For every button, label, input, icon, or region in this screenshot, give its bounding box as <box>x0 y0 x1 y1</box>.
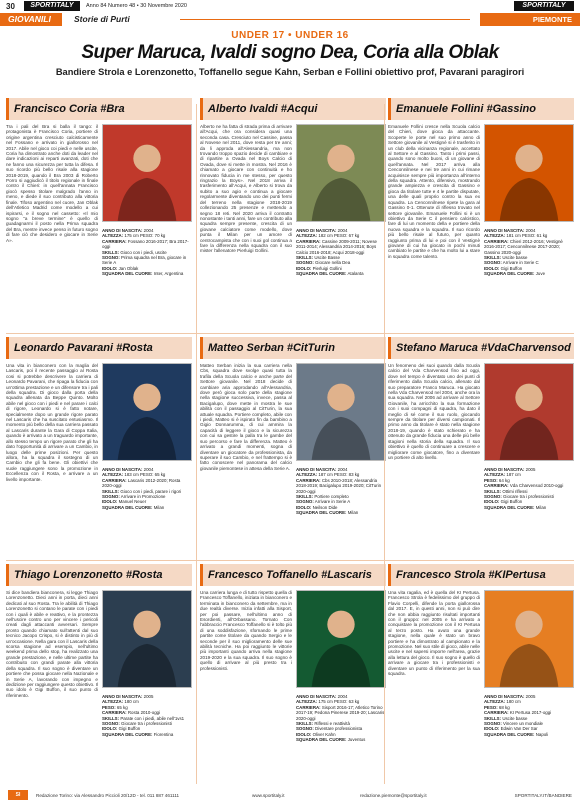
player-info-value: Giocare tra i professionisti <box>121 721 172 727</box>
player-silhouette-icon <box>103 591 191 687</box>
player-info-label: SKILLS: <box>102 488 120 494</box>
player-info-row <box>102 239 192 250</box>
player-info-value: Neilson Dide <box>312 504 338 510</box>
player-info-row <box>102 478 192 489</box>
player-info-label: IDOLO: <box>484 499 500 505</box>
player-info-value: Arrivare in Promozione <box>120 494 166 500</box>
player-card-title: Leonardo Pavarani #Rosta <box>6 337 192 359</box>
player-info-value: 187 cm <box>506 472 521 478</box>
player-info-value: 2005 <box>143 694 154 699</box>
player-info-label: ALTEZZA: <box>484 699 506 705</box>
player-info-row <box>484 505 574 510</box>
player-info-value: 175 cm PESO: 63 kg <box>318 699 360 705</box>
section-divider <box>180 19 470 20</box>
player-info-label: IDOLO: <box>484 726 500 732</box>
player-info-value: Fossano 2016-2017; Bra 2017-oggi <box>102 238 189 250</box>
player-card-title: Stefano Maruca #VdaCharvensod <box>388 337 574 359</box>
player-info-value: 182 cm PESO: 67 kg <box>318 233 360 239</box>
player-info-row <box>296 737 386 742</box>
player-info-label: ALTEZZA: <box>484 233 506 239</box>
player-info-label: SKILLS: <box>102 249 120 255</box>
player-info-label: IDOLO: <box>296 265 312 271</box>
player-info-value: 2004 <box>525 228 536 233</box>
player-info-value: Juve <box>535 271 546 277</box>
player-info-label: CARRIERA: <box>296 238 321 244</box>
player-info-value: Arrivare in Serie A <box>314 499 351 505</box>
player-photo <box>296 590 386 688</box>
player-info-value: Sisport 2016-17; Atletico Torino 2017-19; Pedona Pinerese 2019-20; Lascaris 2020-oggi <box>296 704 385 721</box>
footer-email-link[interactable]: redazione.piemonte@sportitaly.it <box>360 793 427 798</box>
player-info-box <box>296 228 386 277</box>
player-photo <box>102 124 192 222</box>
row-divider <box>6 333 574 334</box>
column-divider <box>196 104 197 784</box>
player-info-value: Oliver Kahn <box>312 731 336 737</box>
player-info-box <box>484 228 574 277</box>
player-info-label: CARRIERA: <box>484 238 509 244</box>
player-info-label: SKILLS: <box>296 255 314 261</box>
player-info-row <box>102 732 192 737</box>
player-info-row <box>296 271 386 276</box>
player-info-row <box>102 271 192 276</box>
player-info-label: CARRIERA: <box>296 477 321 483</box>
player-info-row <box>102 505 192 510</box>
player-info-label: SQUADRA DEL CUORE: <box>484 731 535 737</box>
player-card-body: Si dice bandiera bianconera, si legge Thiago Lorenzonetto. Dieci anni in porta, dieci anni dedicati al suo Rosta. Tra le abilità di Thiago Lorenzonetto si contano le parate con i piedi con i quali è abile e reattivo, e la prontezza nell'uscire contro uno per vincere i pericoli creati dagli attaccanti avversari. Sempre pronto quando chiamato sull'attenti dal suo tecnico Jacopo Crispo, si è distinto in più di un'occasione. Nella gara con il Lascaris della scorsa stagione ad esempio, nell'ultimo weekend prima dello stop, ha realizzato una grande prestazione, e nelle ultime partite ha contribuito con grandi parate alla vittoria della squadra. Il suo sogno è diventare un portiere che possa giocare nella Nazionale e in Serie A, lavorando con impegno e dedizione per raggiungere questo obiettivo. Il suo idolo è Gigi Buffon, il suo punto di riferimento. <box>6 590 98 698</box>
player-info-value: 181 cm PESO: 61 kg <box>506 233 548 239</box>
player-info-label: IDOLO: <box>296 504 312 510</box>
player-info-value: Cassine 2009-2011; Novese 2011-2014; Alessandria 2014-2016; Boys Calcio 2016-2018; Acqui 2018-oggi <box>296 238 377 255</box>
player-info-value: Gigi Buffon <box>118 726 141 732</box>
player-info-row <box>102 255 192 266</box>
player-card <box>388 98 574 330</box>
player-info-label: SOGNO: <box>484 260 502 266</box>
player-info-label: ALTEZZA: <box>102 233 124 239</box>
player-info-box <box>102 467 192 510</box>
player-photo <box>484 124 574 222</box>
player-info-label: SQUADRA DEL CUORE: <box>102 271 153 277</box>
player-info-label: ALTEZZA: <box>102 699 124 705</box>
player-info-label: IDOLO: <box>102 499 118 505</box>
player-info-label: CARRIERA: <box>102 477 127 483</box>
article-kicker: UNDER 17 • UNDER 16 <box>231 30 349 41</box>
player-info-value: Uscite basse <box>502 255 528 261</box>
player-info-label: SKILLS: <box>102 715 120 721</box>
player-card-title: Francisco Coria #Bra <box>6 98 192 120</box>
player-info-value: Manuel Neuer <box>118 499 147 505</box>
player-info-label: ANNO DI NASCITA: <box>484 467 525 472</box>
player-info-label: PESO: <box>102 704 116 710</box>
player-info-label: ALTEZZA: <box>102 472 124 478</box>
player-info-value: Napoli <box>535 731 549 737</box>
masthead-logo-right[interactable]: SPORTITALY <box>514 1 574 11</box>
player-info-value: Riflessi e reattività <box>314 721 350 727</box>
player-photo <box>296 124 386 222</box>
player-info-label: ANNO DI NASCITA: <box>296 467 337 472</box>
player-info-label: SOGNO: <box>296 499 314 505</box>
player-info-label: SOGNO: <box>484 721 502 727</box>
player-info-label: SOGNO: <box>102 255 120 261</box>
player-info-row <box>296 478 386 494</box>
player-info-label: CARRIERA: <box>102 710 127 716</box>
player-info-label: SQUADRA DEL CUORE: <box>484 271 535 277</box>
player-info-label: SKILLS: <box>484 488 502 494</box>
player-info-row <box>296 705 386 721</box>
player-card-body: Una vita in bianconero con la maglia del Lascaris, poi il recente passaggio al Rosta cosi si potrebbe descrivere la carriera di Leonardo Pavarani, che ripaga la fiducia con un'ottima prestazione e un difensore tra i pali della squadra. Di gioco dalla porta della squadra allenata da Beppe Quinto. Molto abile nel gioco con i piedi e nel parare i calci di rigore, Leonardo si è fatto notare, specialmente dopo un grande rigore parato nel Lascaris che ha suscitato entusiasmo. Il momento più bello della sua carriera passato al Lascaris durante la Gara di Coppa Italia, quando è arrivato a un traguardo importante, allo stesso tempo un rigore parato che gli ha dato l'opportunità di arrivare a un Cambio, in luogo delle prime posizioni. Per questo allora, ha la squadra il sostegno di un Cambio che gli fa bene. Gli obiettivi che vuole raggiungere sono la promozione in Eccellenza con il Rosta, e arrivare a un livello importante. <box>6 363 98 482</box>
player-info-row <box>296 239 386 255</box>
player-card-title: Matteo Serban #CitTurin <box>200 337 386 359</box>
player-info-value: Ottimi riflessi <box>502 488 528 494</box>
player-info-value: Giocare tra i professionisti <box>503 494 554 500</box>
player-info-value: Pierluigi Gollini <box>312 265 342 271</box>
player-info-row <box>484 239 574 255</box>
player-info-value: Gioco con i piedi, uscite <box>120 249 167 255</box>
player-info-label: PESO: <box>484 477 498 483</box>
player-silhouette-icon <box>297 591 385 687</box>
player-info-value: Arrivare in Serie C <box>502 260 539 266</box>
player-info-value: 187 cm PESO: 83 kg <box>318 472 360 478</box>
player-info-label: ANNO DI NASCITA: <box>102 694 143 699</box>
player-info-label: ALTEZZA: <box>296 472 318 478</box>
player-info-value: Lascaris 2012-2020; Rosta 2020-oggi <box>102 477 181 489</box>
footer-right-text: SPORTITALY.IT/BANDIERE <box>514 793 572 798</box>
player-silhouette-icon <box>485 125 573 221</box>
player-card-title: Alberto Ivaldi #Acqui <box>200 98 386 120</box>
player-card <box>6 98 192 330</box>
player-info-value: Atalanta <box>347 271 364 277</box>
player-info-box <box>296 467 386 516</box>
player-card <box>200 98 386 330</box>
player-info-value: Cbs 2010-2018; Alessandria 2018-2019; Bacigalupo 2019-2020; CitTurin 2020-oggi <box>296 477 382 494</box>
player-info-value: 180 cm <box>124 699 139 705</box>
player-info-label: SOGNO: <box>296 726 314 732</box>
player-info-label: CARRIERA: <box>484 710 509 716</box>
player-info-label: SOGNO: <box>102 494 120 500</box>
player-info-value: Portiere completo <box>314 494 349 500</box>
player-photo <box>102 590 192 688</box>
player-card-title: Emanuele Follini #Gassino <box>388 98 574 120</box>
player-info-value: 183 cm PESO: 65 kg <box>124 472 166 478</box>
player-info-label: PESO: <box>484 704 498 710</box>
page-footer <box>0 788 580 804</box>
player-info-row <box>484 271 574 276</box>
player-info-value: Milan <box>347 510 359 516</box>
player-info-label: CARRIERA: <box>296 704 321 710</box>
subsection-label: Storie di Purti <box>74 14 130 24</box>
player-info-value: Prima squadra nel Bra, giocare in Serie A <box>102 255 187 266</box>
footer-address: Redazione Torino: via Alessandro Piccioli 20/12D - tel. 011 887 461111 <box>36 793 180 798</box>
player-info-box <box>296 694 386 743</box>
region-label: PIEMONTE <box>480 13 580 26</box>
player-info-label: ALTEZZA: <box>296 699 318 705</box>
player-info-row <box>296 510 386 515</box>
player-card <box>6 564 192 796</box>
player-info-value: Milan <box>535 504 547 510</box>
section-bar <box>0 13 580 26</box>
player-silhouette-icon <box>485 591 573 687</box>
player-card <box>200 564 386 796</box>
player-info-value: Fiorentina <box>153 731 174 737</box>
player-card-title: Francesco Strola #KIPertusa <box>388 564 574 586</box>
player-info-label: SQUADRA DEL CUORE: <box>296 271 347 277</box>
player-info-value: Uscite Basse <box>314 255 340 261</box>
player-info-box <box>102 694 192 737</box>
player-info-label: SOGNO: <box>102 721 120 727</box>
player-silhouette-icon <box>103 364 191 460</box>
player-info-label: IDOLO: <box>102 265 118 271</box>
player-info-label: SKILLS: <box>484 715 502 721</box>
player-card <box>6 337 192 569</box>
player-card-body: Tra i pali del Bra si balla il tango: il protagonista è Francisco Coria, portiere di origine argentina cresciuto calcisticamente nel Fossano e arrivato in giallorosso nel 2017. Abile nel gioco coi piedi e nelle uscite, Coria ha dimostrato anche doti da leader nel dare indicazioni ai reparti avanzati, doti che ne fanno una sicurezza per tutta la difesa. Il suo ricordo più bello risale alla stagione 2018-2019, quando il Bra 2003 di Roberto Porro si aggiudicò il titolo regionale in finale contro il Chieri: in quell'annata Francisco giocò spesso titolare malgrado l'anno in meno, e diede il suo contributo alla vittoria finale. Tifoso argentino nel cuore, Jan Oblak dell'Atletico Madrid come modello a cui ispirarsi, e il sogno nel cassetto: «Il mio sogno "a breve termine" è quello di guadagnarmi il posto nella Prima squadra del Bra, mentre invece penso in futuro sogno di fare ciò che desidero e giocare in Serie A». <box>6 124 98 243</box>
player-info-value: Edwin Van Der Sar <box>500 726 538 732</box>
player-info-label: ANNO DI NASCITA: <box>484 228 525 233</box>
player-info-label: SQUADRA DEL CUORE: <box>102 731 153 737</box>
player-info-value: Milan <box>153 504 165 510</box>
article-headline: Super Maruca, Ivaldi sogno Dea, Coria alla Oblak <box>81 42 499 63</box>
player-info-value: Chieri 2012-2016; Vestignè 2016-2017; Cenconnilnese 2017-2020; Gassino 2020-oggi <box>484 238 563 255</box>
player-info-label: ANNO DI NASCITA: <box>296 228 337 233</box>
player-info-label: ANNO DI NASCITA: <box>102 467 143 472</box>
player-card-body: Una vita ragalia, ed è quella del KI Pertusa. Francesco Strola è fedelissimo del gruppo di Flavio Corpelli, difende la porta giallorossa dal 2017. E, in questi anni, non si può dire che non abbia raggiunto risultati importanti con il gruppo: nel 2005 e ha arrivato a conquistare la promozione con il KI Pertusa al terzo posto. Ha avuto una grande stagione, nella quale è stato un bravo portiere e ha dimostrato al campionato e la promozione. Nel suo stile di gioco, abile nelle uscite e nel sapersi imporre nell'area, grazie alla lettura del gioco. Il suo sogno è quello di arrivare a giocare tra i professionisti e diventare un punto di riferimento per la sua squadra. <box>388 590 480 677</box>
player-info-value: Uscite basse <box>502 715 528 721</box>
player-info-value: Parate con i piedi, abile nell'1vs1 <box>120 715 185 721</box>
player-info-value: 2005 <box>525 694 536 699</box>
player-info-box <box>484 694 574 737</box>
player-info-box <box>102 228 192 277</box>
player-info-label: ALTEZZA: <box>296 233 318 239</box>
player-info-value: 2004 <box>337 228 348 233</box>
player-info-label: SKILLS: <box>484 255 502 261</box>
player-silhouette-icon <box>297 125 385 221</box>
player-card-body: Emanuele Follini cresce nella Scuola calcio del Chieri, dove gioca da attaccante. Scoperte le porte nel suo primo anno di Settore giovanile al Vestignè si è trasferito in un club della vicinanza regionale, accettato al Settore e al Gassino. Tanto i primi passi, quando sono molto buoni, di un giovane di quell'annata. Nel 2017 arriva alla Cenconnilnese e nei tre anni in cui rimane acquisisce sempre più importanza all'interno della squadra. Attento, difensivo, mostrando grande ampiezza e crescita di Gassino e gioca da titolare tutte e 4 le partite disputate, una delle quali proprio contro la sua ex squadra. La Cenconnilnese ripete la gara al Gassino 0-1. Ottenute di riflesso trovato nel settore giovanile. Emanuele Follini si è un obiettivo da Serie C il pensiero calcistico, fare di lui un momento della e portiere della nuova squadra e la squadra. Il suo ricordo più bello risale al futuro, per quanto raggiunto prima di lui e poi con il Vestignè giovane di cui ha giocato in pochi minuti cambiato le partite e che ha molto lui a stare in squadra come talento. <box>388 124 480 259</box>
player-info-value: 2004 <box>143 467 154 472</box>
player-info-label: SQUADRA DEL CUORE: <box>484 504 535 510</box>
player-info-value: 2004 <box>337 694 348 699</box>
player-info-value: 64 kg <box>498 477 510 483</box>
player-card <box>388 564 574 796</box>
top-bar <box>0 0 580 12</box>
player-info-label: ANNO DI NASCITA: <box>102 228 143 233</box>
player-card-body: Una carriera lunga e di tutto rispetto quella di Francesco Toffanello, iniziata in bianconero e terminata in bianconero da settembre, ma in due realtà diverse. Inizia infatti alla Sisport, per poi passare, nell'ultimo anno di Esordienti, all'Orbassano. Tornato Con l'abbraccio Francesco Toffanello si è tolto più di una soddisfazione, sfornando le prime partite come titolare da quando Sergio e le seconde per il suo miglioramento delle sue abilità tecniche. Ha poi raggiunto le vittorie più importanti quando arriva nella stagione 2019-2020 e la sua squadra. Il suo sogno è quello di arrivare al più presto tra i professionisti. <box>200 590 292 671</box>
player-info-value: Vda Charvensod 2010-oggi <box>509 483 564 489</box>
player-silhouette-icon <box>485 364 573 460</box>
column-divider <box>384 104 385 784</box>
player-info-value: Vincere un mondiale <box>503 721 543 727</box>
player-silhouette-icon <box>297 364 385 460</box>
player-info-value: Rosta 2010-oggi <box>127 710 161 716</box>
player-info-label: SOGNO: <box>296 260 314 266</box>
player-photo <box>102 363 192 461</box>
player-info-value: 2005 <box>525 467 536 472</box>
player-info-value: 175 cm PESO: 70 kg <box>124 233 166 239</box>
issue-info: Anno 84 Numero 48 • 30 Novembre 2020 <box>86 3 187 9</box>
player-info-label: IDOLO: <box>102 726 118 732</box>
footer-logo-icon: SI <box>8 790 28 800</box>
player-info-label: SKILLS: <box>296 494 314 500</box>
player-info-label: SQUADRA DEL CUORE: <box>296 737 347 743</box>
player-info-row <box>484 732 574 737</box>
player-card <box>388 337 574 569</box>
player-card-title: Francesco Toffanello #Lascaris <box>200 564 386 586</box>
player-info-value: 65 kg <box>116 704 128 710</box>
player-info-value: Jan Oblak <box>118 265 139 271</box>
player-silhouette-icon <box>103 125 191 221</box>
player-info-value: 2004 <box>143 228 154 233</box>
player-info-label: SKILLS: <box>296 721 314 727</box>
player-info-box <box>484 467 574 510</box>
player-card <box>200 337 386 569</box>
player-photo <box>484 363 574 461</box>
player-info-label: ALTEZZA: <box>484 472 506 478</box>
player-info-value: Juventus <box>347 737 366 743</box>
player-info-value: Giocare nella Dea <box>315 260 351 266</box>
player-card-body: Matteo Serban inizia la sua carriera nella Cbs, squadra dove svolge quasi tutta la trafila della Scuola calcio e anche parte del Settore giovanile. Nel 2018 decide di cambiare aria approdando all'Alessandria, dove però gioca solo parte della stagione nella stagione successiva, invece, passa al Bacigalupo, dove mette in mostra le sue abilità con il passaggio al CitTurin, la sua attuale squadra. Portiere completo, abile con i piedi, Matteo si è ispirato fin da bambino a Gigio Donnarumma, di cui ammira la capacità di leggere il gioco e la sicurezza con cui sa gestire la palla tra le gambe del suo percorso e fare la differenza. Matteo è arrivato a grandi momenti, sogna di diventare un giocatore da professionista, da superare il suo Cambio, e nel frattempo si è fatto conoscere nel panorama del calcio giovanile piemontese in attesa della Serie A. <box>200 363 292 471</box>
player-card-title: Thiago Lorenzonetto #Rosta <box>6 564 192 586</box>
article-subheadline: Bandiere Strola e Lorenzonetto, Toffanello segue Kahn, Serban e Follini obiettivo prof, Pavarani paragirori <box>55 67 525 77</box>
player-card-body: Un fenomeno dei suoi quando dalla Scuola calcio del Vda Charvensod fino ad oggi, dove nel tempo è diventato uno dei punti di riferimento dalla Scuola calcio, allenato dal suo preparatore Franco Maruca. Ha giocato nella Vda Charvensod nel 2004, anche ora la sua squadra. Nel 2006 ad arrivare al Settore Giovanile, ha arricchito la sua formazione con i suoi compagni di squadra, ha dato il meglio di sé come il suo ruolo, giocando sempre da titolare per diversi campionati. Il primo anno da titolare è stato nella stagione 2018-19, quando è stato schierato e ha ottenuto da grande fiducia una delle più belle stagioni nella storia della squadra. Il suo obiettivo è quello di continuare a crescere e migliorare come giocatore, fino a diventare un portiere di alto livello. <box>388 363 480 460</box>
player-info-label: SQUADRA DEL CUORE: <box>296 510 347 516</box>
player-info-value: Gioco con i piedi, parare i rigori <box>120 488 182 494</box>
footer-site-link[interactable]: www.sportitaly.it <box>252 793 285 798</box>
player-info-label: CARRIERA: <box>484 483 509 489</box>
player-info-label: ANNO DI NASCITA: <box>296 694 337 699</box>
masthead-logo[interactable]: SPORTITALY <box>24 1 80 11</box>
player-info-value: 2004 <box>337 467 348 472</box>
player-photo <box>296 363 386 461</box>
player-info-value: 68 kg <box>498 704 510 710</box>
player-info-value: Inter, Argentina <box>153 271 184 277</box>
player-info-value: Gigi Buffon <box>500 499 523 505</box>
row-divider <box>6 560 574 561</box>
player-info-label: CARRIERA: <box>102 238 127 244</box>
player-card-body: Alberto ne ha fatta di strada prima di arrivare all'Acqui, che ora considera quasi una seconda casa. Cresciuto nel Cassine, passa al Novese nel 2011, dove resta per tre anni; da li approda all'Alessandria, ma non trovando troppo spazio decide di cambiare e di ripartire a Ovada nel Boys Calcio di Ovada, dove si mette in mostra. Nel 2016 è chiamato a giocare con continuità e ho rinnovato fiducia in me stesso, per questo ringrazio la Boys». Nel 2018 arriva il trasferimento all'Acqui, e Alberto si trova da subito a suo agio e continua a giocare regolarmente diventando uno dei punti fermi del terreno nella stagione 2018-2019 collezionando 25 presenze e mettendo a segno 18 reti. Nel 2020 arriva il contratto nonostante i tanti anni, fare un contributo alla squadra sempre presente, crescita di un giovane calciatore come modello, dove punta il Milan per un amore di centrocampista che con i suoi gol continua a fare la differenza nella squadra con il suo mister l'allenatore Pierluigi Gollini. <box>200 124 292 254</box>
player-info-label: ANNO DI NASCITA: <box>484 694 525 699</box>
player-info-value: Gigi Buffon <box>500 265 523 271</box>
player-info-label: SQUADRA DEL CUORE: <box>102 504 153 510</box>
player-info-value: 180 cm <box>506 699 521 705</box>
player-info-value: Diventare professionista <box>315 726 363 732</box>
player-photo <box>484 590 574 688</box>
player-info-label: IDOLO: <box>296 731 312 737</box>
player-info-label: IDOLO: <box>484 265 500 271</box>
page-number: 30 <box>6 2 15 11</box>
player-info-value: KI Pertusa 2017-oggi <box>509 710 552 716</box>
section-label: GIOVANILI <box>0 13 62 26</box>
player-info-label: SOGNO: <box>484 494 502 500</box>
